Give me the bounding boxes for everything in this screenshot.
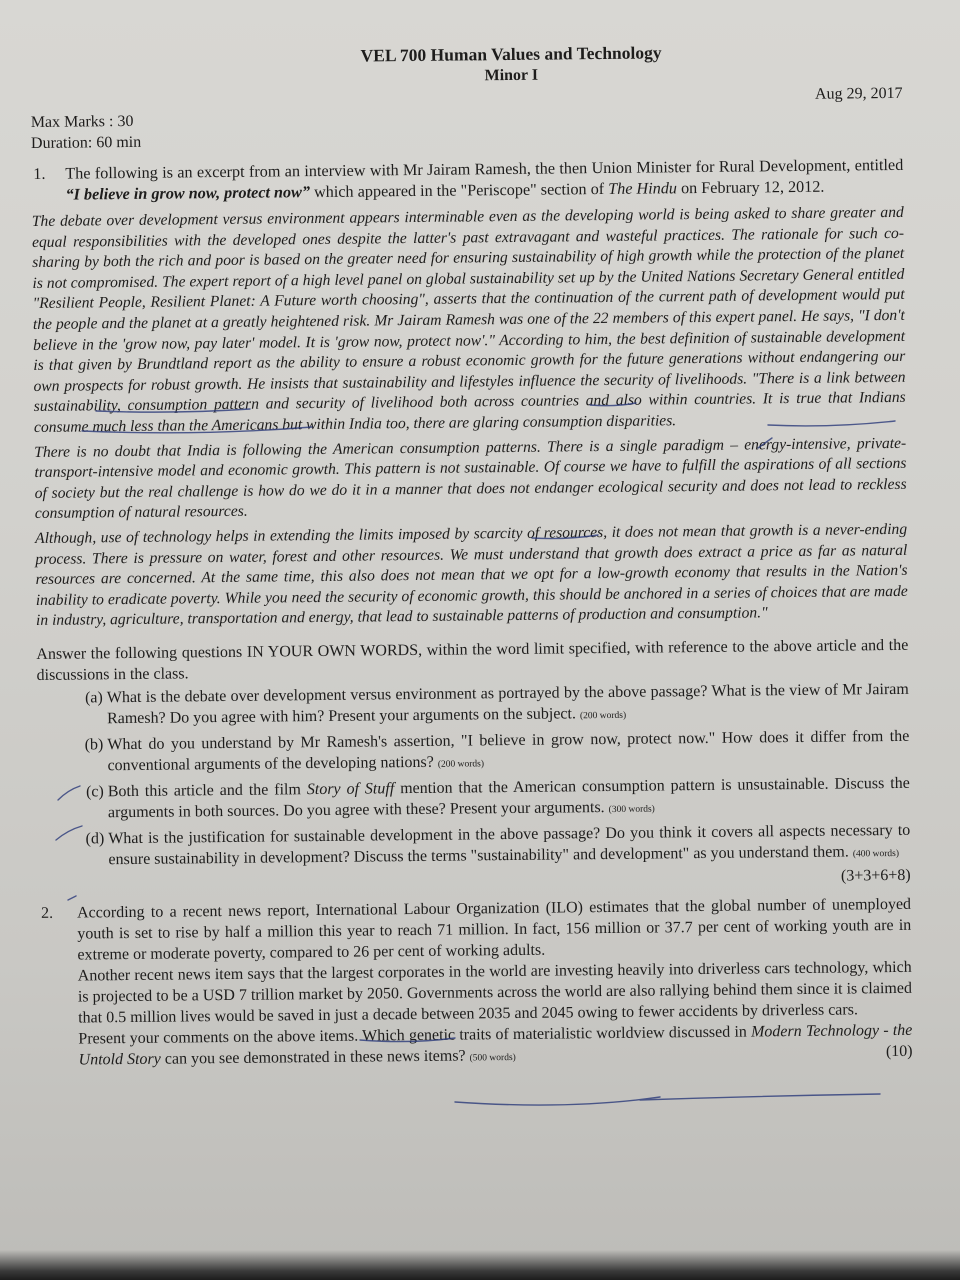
word-limit: (300 words): [608, 804, 655, 815]
subquestion-label: (d): [85, 830, 105, 848]
question-1: [31, 155, 903, 206]
exam-meta: [30, 84, 904, 162]
film-title: Story of Stuff: [306, 780, 395, 799]
passage-paragraph-2: There is no doubt that India is following the American consumption patterns. There is a single paradigm – energy-intensive, private-transport-intensive model and economic growth. This pattern is not sustainable. Of course we have to fulfill the aspirations of all sections of society but the real challenge is how do we do it in a manner that does not endanger ecological security and does not lead to reckless consumption of natural resources.: [34, 434, 907, 523]
question-2-marks: (10): [885, 1042, 913, 1060]
question-2-prompt-end: can you see demonstrated in these news items?: [160, 1047, 470, 1068]
question-2: [39, 894, 913, 1074]
answer-instructions: Answer the following questions IN YOUR OWN WORDS, within the word limit specified, with reference to the above article and the discussions in the class.: [36, 636, 909, 684]
intro-text-end: on February 12, 2012.: [676, 177, 825, 198]
book-title: Modern Technology - the Untold Story: [78, 1021, 913, 1069]
passage-paragraph-3: Although, use of technology helps in extending the limits imposed by scarcity of resources, it does not mean that growth is a never-ending process. There is pressure on water, forest and other resources. We must understand that growth does extract a price as far as natural resources are concerned. At the same time, this also does not mean that we opt for a low-growth economy that results in the Nation's inability to eradicate poverty. While you need the security of economic growth, this should be anchored in a series of choices that are made in industry, agriculture, transportation and energy, that lead to sustainable patterns of production and consumption.": [35, 520, 908, 630]
question-2-paragraph-2: Another recent news item says that the largest corporates in the world are investing heavily into driverless cars technology, which is projected to be a USD 7 trillion market by 2050. Governments across the world are also rallying behind them since it is claimed that 0.5 million lives would be saved in just a decade between 2035 and 2045 owing to fewer accidents by driverless cars.: [77, 958, 912, 1027]
word-limit: (400 words): [852, 848, 900, 860]
subquestion-label: (a): [84, 689, 103, 707]
question-2-prompt: Present your comments on the above items. Which genetic traits of materialistic worldview discussed in: [78, 1023, 752, 1048]
underline-mark: [455, 1097, 660, 1105]
question-2-paragraph-1: According to a recent news report, International Labour Organization (ILO) estimates that the global number of unemployed youth is set to rise by half a million this year to reach 71 million. In fact, 156 million or 37.7 per cent of working youth are in extreme or moderate poverty, compared to 26 per cent of working adults.: [76, 895, 912, 964]
question-2-body: [77, 894, 913, 1074]
question-1-number: 1.: [33, 164, 46, 183]
question-1-marks: (3+3+6+8): [840, 866, 911, 885]
subquestion-b: [37, 726, 909, 780]
document-subtitle: Minor I: [484, 66, 539, 85]
duration: Duration: 60 min: [30, 133, 142, 152]
intro-text: The following is an excerpt from an interview with Mr Jairam Ramesh, the then Union Minister for Rural Development, entitled: [65, 155, 904, 183]
intro-text-mid: which appeared in the "Periscope" section of: [309, 179, 609, 202]
max-marks: Max Marks : 30: [30, 112, 134, 131]
question-2-paragraph-3: [78, 1020, 912, 1074]
question-2-number: 2.: [40, 904, 54, 922]
document-title: VEL 700 Human Values and Technology: [360, 42, 662, 66]
subquestion-a: [37, 679, 909, 733]
subquestion-text: What is the justification for sustainable development in the above passage? Do you think it covers all aspects necessary to ensure sustainability in development? Discuss the terms "sustainability" and development" as you understand them.: [108, 821, 911, 869]
marks-duration: [31, 111, 142, 154]
subquestion-label: (b): [84, 736, 104, 754]
interview-title: “I believe in grow now, protect now”: [65, 183, 311, 204]
subquestion-d: [38, 820, 910, 874]
underline-mark: [640, 1094, 880, 1100]
word-limit: (500 words): [469, 1052, 516, 1064]
subquestion-c: [38, 773, 910, 827]
excerpt-passage: [32, 203, 908, 632]
question-1-intro: [65, 155, 903, 206]
document-content: [30, 39, 913, 1074]
word-limit: (200 words): [437, 759, 485, 770]
subquestion-text: What do you understand by Mr Ramesh's assertion, "I believe in grow now, protect now." How does it differ from the conventional arguments of the developing nations?: [107, 727, 910, 775]
exam-date: Aug 29, 2017: [814, 84, 903, 103]
subquestion-text: What is the debate over development versus environment as portrayed by the above passage? What is the view of Mr Jairam Ramesh? Do you agree with him? Present your arguments on the subject.: [106, 680, 909, 728]
source-name: The Hindu: [608, 179, 678, 198]
subquestion-text: Both this article and the film: [107, 781, 307, 801]
subquestion-label: (c): [85, 783, 104, 801]
word-limit: (200 words): [579, 710, 627, 722]
passage-paragraph-1: The debate over development versus environment appears interminable even as the developing world is being asked to share greater and equal responsibilities with the developed ones despite the latter's past extravagant and wasteful practices. The rationale for such co-sharing by both the rich and poor is based on the greater need for ensuring sustainability of high growth while the protection of the planet is not compromised. The expert report of a high level panel on global sustainability set up by the United Nations Secretary General entitled "Resilient People, Resilient Planet: A Future worth choosing", asserts that the continuation of the current path of development would put the people and the planet at a greatly heightened risk. Mr Jairam Ramesh was one of the 22 members of this expert panel. He says, "I don't believe in the 'grow now, pay later' model. It is 'grow now, protect now'." According to him, the best definition of sustainable development is that given by Brundtland report as the ability to ensure a robust economic growth for the future generations without endangering our own prospects for robust growth. He insists that sustainability and lifestyles influence the security of livelihoods. "There is a link between sustainability, consumption pattern and security of livelihood both across countries and also within countries. It is true that Indians consume much less than the Americans but within India too, there are glaring consumption disparities.: [31, 203, 906, 436]
subquestion-text-end: mention that the American consumption pattern is unsustainable. Discuss the arguments in both sources. Do you agree with these? Present your arguments.: [107, 774, 910, 822]
photo-edge-shadow: [0, 1250, 960, 1280]
